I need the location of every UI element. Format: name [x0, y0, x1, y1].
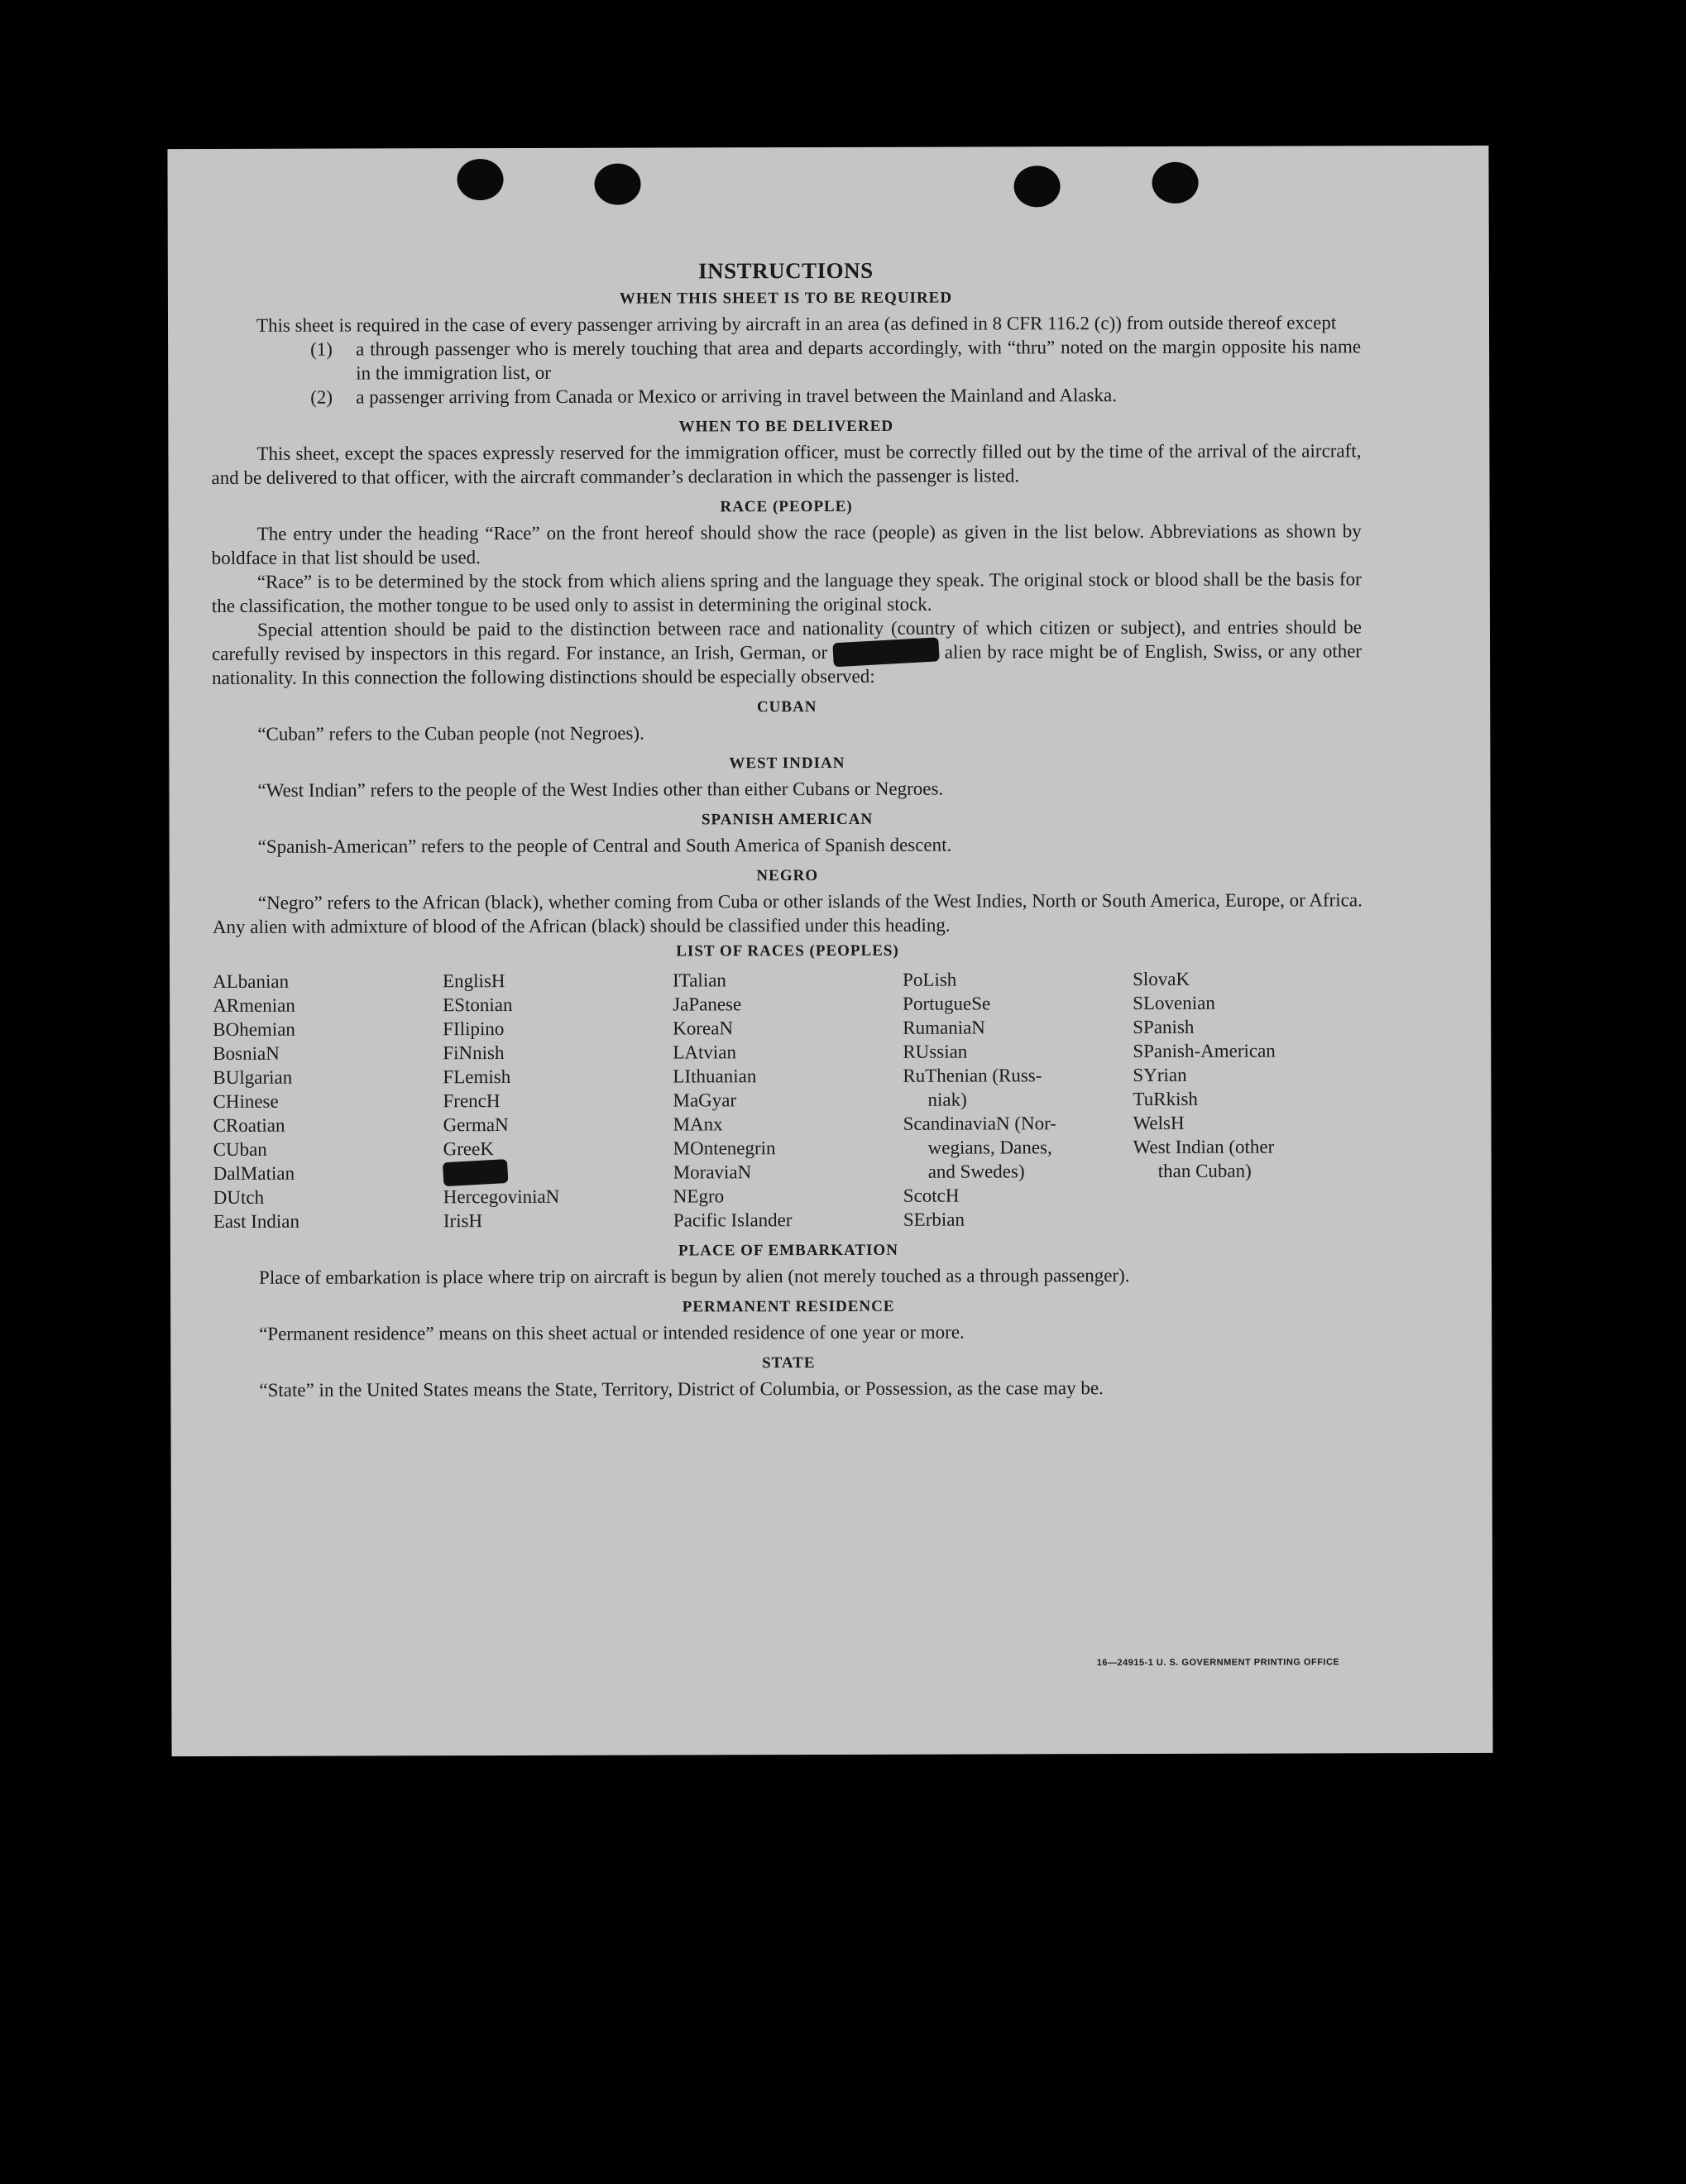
paragraph: “State” in the United States means the State, Territory, District of Columbia, or Possession, as the case may be.	[259, 1377, 1104, 1401]
list-item	[310, 334, 1361, 385]
race-entry: FrencH	[443, 1090, 501, 1112]
race-entry: SYrian	[1133, 1064, 1187, 1086]
race-entry: KoreaN	[673, 1018, 734, 1039]
race-entry: HercegoviniaN	[443, 1185, 560, 1208]
race-entry-continued: wegians, Danes,	[927, 1137, 1052, 1158]
race-entry: SErbian	[903, 1209, 965, 1230]
race-entry: ScandinaviaN (Nor-	[903, 1113, 1056, 1134]
race-entry: MOntenegrin	[673, 1138, 776, 1159]
section-heading: WHEN THIS SHEET IS TO BE REQUIRED	[619, 289, 953, 308]
redacted-word	[443, 1159, 508, 1186]
section-heading: SPANISH AMERICAN	[701, 810, 874, 829]
races-column	[443, 968, 673, 1233]
paragraph: The entry under the heading “Race” on the front hereof should show the race (people) as given in the list below. Abbreviations as shown by boldface in that list should be used.	[211, 520, 1362, 568]
race-entry: SlovaK	[1133, 968, 1190, 990]
race-entry: GermaN	[443, 1114, 509, 1136]
race-entry: SPanish-American	[1133, 1040, 1276, 1062]
race-entry: SLovenian	[1133, 992, 1215, 1014]
race-entry: BUlgarian	[213, 1066, 293, 1088]
item-number: (2)	[310, 386, 333, 408]
section-heading: NEGRO	[756, 867, 819, 885]
item-number: (1)	[310, 338, 333, 360]
race-entry: BosniaN	[213, 1042, 280, 1064]
section-heading: STATE	[762, 1354, 816, 1372]
races-column	[903, 967, 1133, 1232]
paragraph: “Race” is to be determined by the stock from which aliens spring and the language they speak. The original stock or blood shall be the basis for the classification, the mother tongue to be used only to assist in determining the original stock.	[211, 568, 1362, 616]
race-entry: MoraviaN	[673, 1161, 752, 1183]
punch-hole	[1152, 162, 1199, 204]
race-entry-continued: niak)	[927, 1089, 967, 1110]
race-entry: East Indian	[213, 1210, 299, 1232]
race-entry: ALbanian	[213, 970, 290, 992]
punch-hole	[1014, 165, 1061, 207]
races-column	[213, 969, 443, 1233]
race-entry: CRoatian	[213, 1114, 285, 1136]
race-entry: EnglisH	[443, 970, 505, 992]
section-heading: RACE (PEOPLE)	[720, 497, 853, 516]
paragraph-part: alien by race might be of English, Swiss, or any other nationality. In this connection the following distinctions should be especially observed:	[212, 640, 1363, 688]
race-entry: MaGyar	[673, 1090, 737, 1111]
race-entry: LAtvian	[673, 1042, 737, 1063]
race-entry: TuRkish	[1133, 1088, 1198, 1110]
race-entry: BOhemian	[213, 1018, 295, 1040]
paragraph: “Spanish-American” refers to the people of Central and South America of Spanish descent.	[257, 834, 952, 857]
race-entry: PoLish	[903, 969, 957, 990]
paragraph: “Permanent residence” means on this sheet actual or intended residence of one year or more.	[259, 1321, 965, 1344]
paragraph: “Cuban” refers to the Cuban people (not Negroes).	[257, 722, 644, 745]
race-entry: FIlipino	[443, 1018, 505, 1040]
paragraph: This sheet is required in the case of every passenger arriving by aircraft in an area (as defined in 8 CFR 116.2 (c)) from outside thereof except	[256, 312, 1337, 336]
race-entry: ScotcH	[903, 1185, 960, 1206]
section-heading: PLACE OF EMBARKATION	[678, 1241, 898, 1260]
paragraph	[212, 615, 1362, 690]
race-entry: ARmenian	[213, 994, 295, 1016]
list-item	[310, 382, 1361, 409]
instructions-content	[211, 257, 1364, 1402]
race-entry: MAnx	[673, 1114, 723, 1135]
item-text: a through passenger who is merely touching that area and departs accordingly, with “thru” noted on the margin opposite his name in the immigration list, or	[356, 336, 1362, 384]
race-entry-continued: and Swedes)	[927, 1161, 1025, 1182]
races-column	[673, 968, 903, 1233]
section-heading: LIST OF RACES (PEOPLES)	[676, 941, 899, 960]
race-entry: RumaniaN	[903, 1017, 985, 1038]
race-entry: EStonian	[443, 994, 513, 1016]
race-entry: ITalian	[673, 970, 726, 991]
paragraph: Place of embarkation is place where trip on aircraft is begun by alien (not merely touched as a through passenger).	[258, 1265, 1130, 1288]
race-entry: RuThenian (Russ-	[903, 1065, 1042, 1086]
race-entry: Pacific Islander	[673, 1209, 793, 1231]
page-title: INSTRUCTIONS	[698, 257, 874, 284]
section-heading: WHEN TO BE DELIVERED	[678, 417, 894, 436]
punch-hole	[457, 159, 503, 200]
race-entry: RUssian	[903, 1041, 968, 1062]
race-entry-redacted	[443, 1160, 673, 1185]
race-entry: JaPanese	[673, 994, 742, 1015]
section-heading: WEST INDIAN	[729, 754, 845, 773]
paragraph-part: Special attention should be paid to the distinction between race and nationality (country of which citizen or subject), and entries should be carefully revised by inspectors in this regard. For instance, an Irish, German, or	[212, 616, 1363, 664]
race-entry: NEgro	[673, 1185, 725, 1207]
race-entry: GreeK	[443, 1138, 494, 1160]
race-entry: WelsH	[1133, 1112, 1185, 1134]
paragraph: “Negro” refers to the African (black), whether coming from Cuba or other islands of the West Indies, North or South America, Europe, or Africa. Any alien with admixture of blood of the African (black) should be classified under this heading.	[212, 889, 1363, 937]
race-entry: LIthuanian	[673, 1066, 757, 1087]
section-heading: PERMANENT RESIDENCE	[682, 1297, 895, 1316]
races-list	[213, 966, 1363, 1233]
punch-hole	[595, 164, 641, 205]
document-sheet	[167, 146, 1492, 1756]
race-entry: DUtch	[213, 1186, 265, 1208]
race-entry: IrisH	[443, 1210, 483, 1232]
races-column	[1133, 966, 1363, 1231]
race-entry: DalMatian	[213, 1162, 295, 1184]
race-entry: CUban	[213, 1138, 267, 1160]
printer-footer: 16—24915-1 U. S. GOVERNMENT PRINTING OFFICE	[1096, 1657, 1340, 1669]
race-entry: FiNnish	[443, 1042, 505, 1064]
paragraph: This sheet, except the spaces expressly reserved for the immigration officer, must be correctly filled out by the time of the arrival of the aircraft, and be delivered to that officer, with the aircraft commander’s declaration in which the passenger is listed.	[211, 440, 1362, 488]
race-entry: SPanish	[1133, 1016, 1195, 1038]
paragraph: “West Indian” refers to the people of the West Indies other than either Cubans or Negroes.	[257, 778, 944, 801]
race-entry: PortugueSe	[903, 993, 991, 1014]
item-text: a passenger arriving from Canada or Mexico or arriving in travel between the Mainland and Alaska.	[356, 385, 1117, 408]
race-entry: CHinese	[213, 1090, 279, 1112]
redacted-word	[832, 637, 939, 667]
race-entry: FLemish	[443, 1066, 511, 1088]
race-entry-continued: than Cuban)	[1157, 1160, 1252, 1181]
section-heading: CUBAN	[756, 698, 817, 716]
race-entry: West Indian (other	[1133, 1136, 1275, 1158]
